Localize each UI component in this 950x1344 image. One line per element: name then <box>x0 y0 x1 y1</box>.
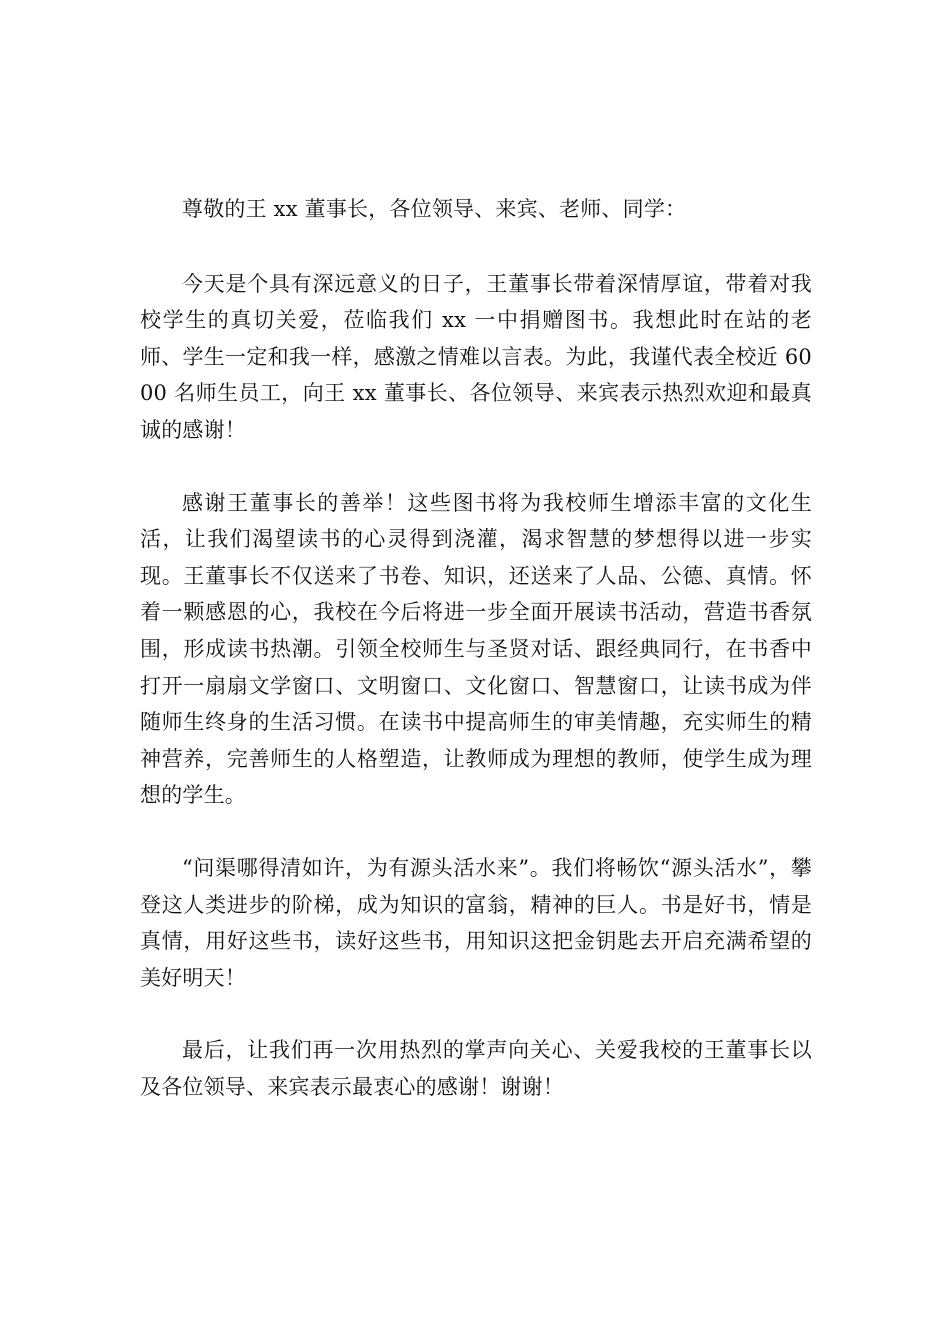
paragraph-closing: 最后，让我们再一次用热烈的掌声向关心、关爱我校的王董事长以及各位领导、来宾表示最衷心的感谢！谢谢！ <box>140 1038 812 1099</box>
document-body <box>140 191 812 1105</box>
paragraph-quote: “问渠哪得清如许，为有源头活水来”。我们将畅饮“源头活水”，攀登这人类进步的阶梯，成为知识的富翁，精神的巨人。书是好书，情是真情，用好这些书，读好这些书，用知识这把金钥匙去开启充满希望的美好明天！ <box>140 855 812 990</box>
paragraph-thanks: 感谢王董事长的善举！这些图书将为我校师生增添丰富的文化生活，让我们渴望读书的心灵得到浇灌，渴求智慧的梦想得以进一步实现。王董事长不仅送来了书卷、知识，还送来了人品、公德、真情。怀着一颗感恩的心，我校在今后将进一步全面开展读书活动，营造书香氛围，形成读书热潮。引领全校师生与圣贤对话、跟经典同行，在书香中打开一扇扇文学窗口、文明窗口、文化窗口、智慧窗口，让读书成为伴随师生终身的生活习惯。在读书中提高师生的审美情趣，充实师生的精神营养，完善师生的人格塑造，让教师成为理想的教师，使学生成为理想的学生。 <box>140 490 812 808</box>
salutation: 尊敬的王 xx 董事长，各位领导、来宾、老师、同学： <box>182 197 687 221</box>
paragraph-welcome: 今天是个具有深远意义的日子，王董事长带着深情厚谊，带着对我校学生的真切关爱，莅临我们 xx 一中捐赠图书。我想此时在站的老师、学生一定和我一样，感激之情难以言表。为此，我谨代表全校近 6000 名师生员工，向王 xx 董事长、各位领导、来宾表示热烈欢迎和最真诚的感谢！ <box>140 271 812 442</box>
